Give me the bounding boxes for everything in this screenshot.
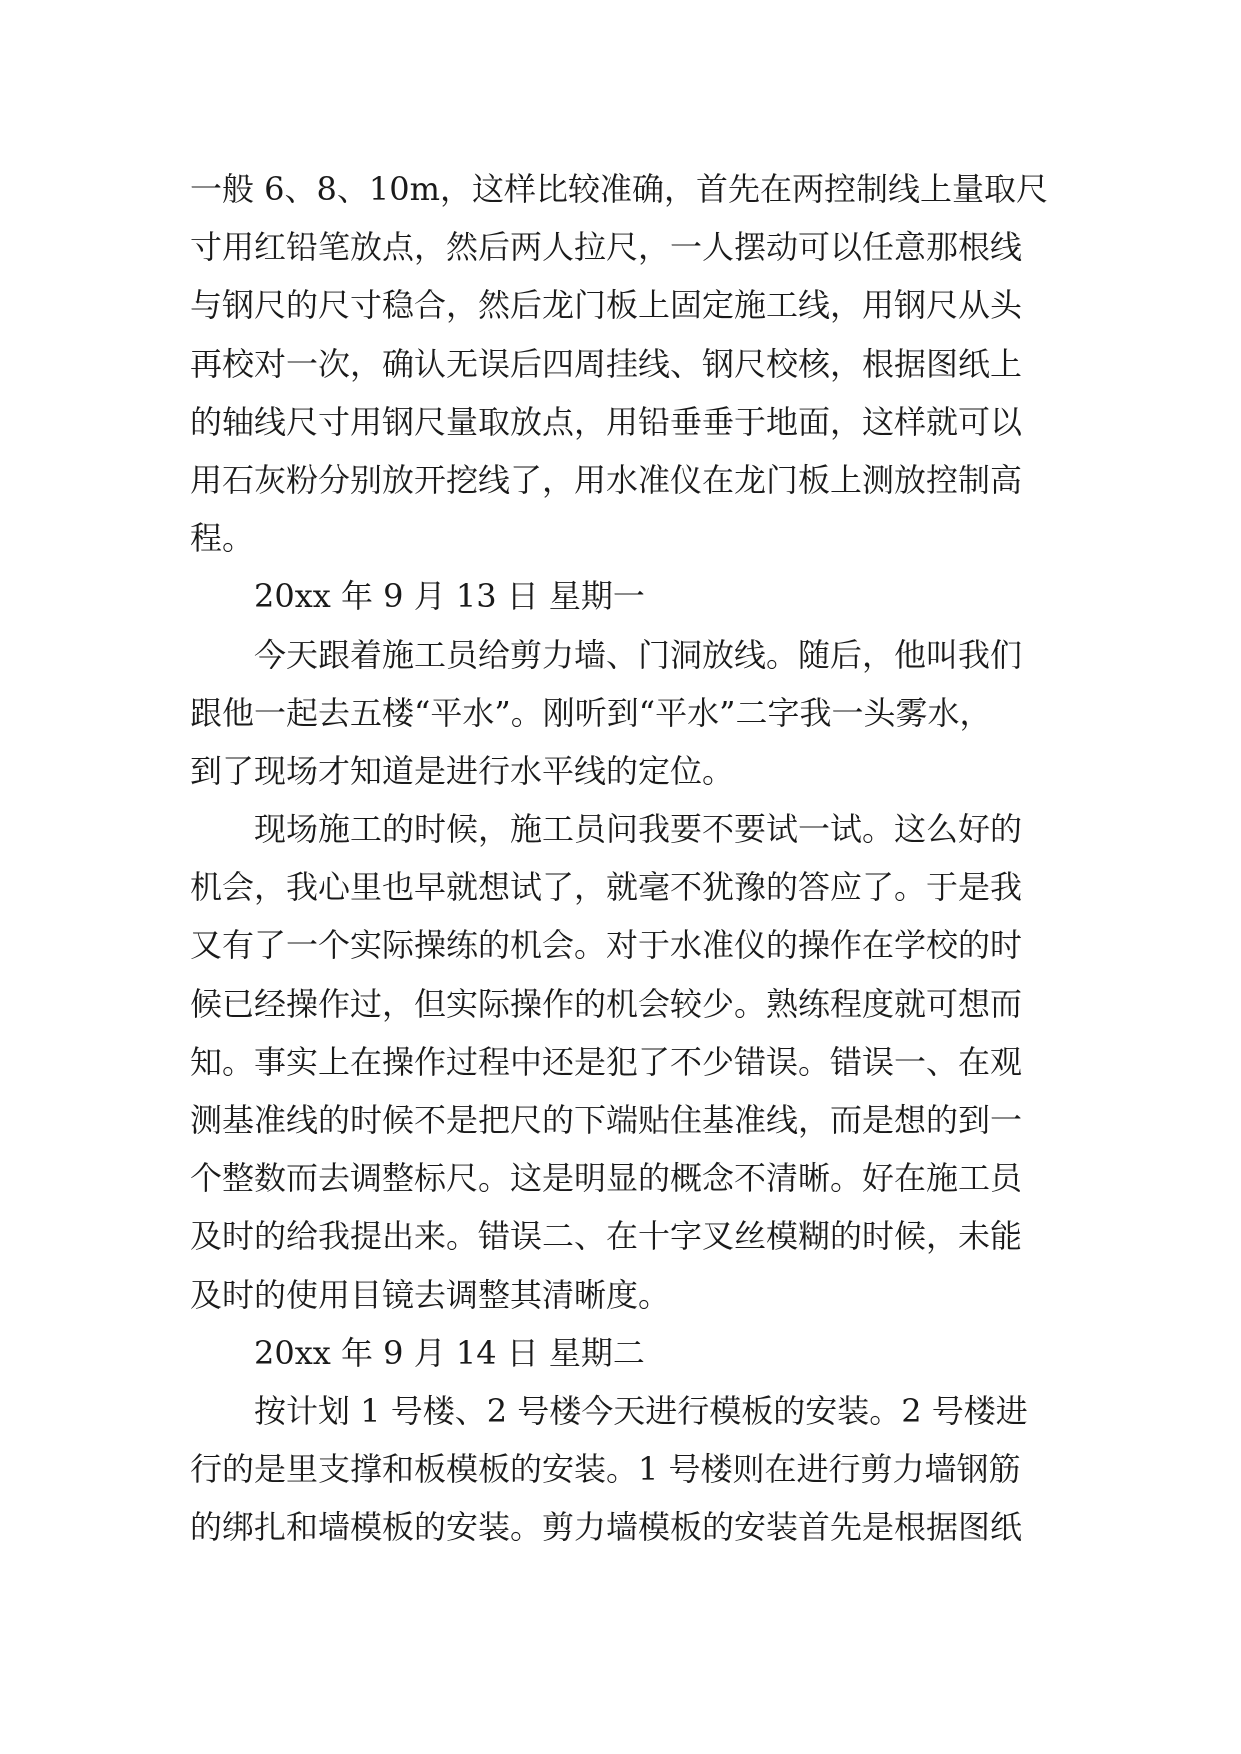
text-line: 测基准线的时候不是把尺的下端贴住基准线，而是想的到一	[190, 1101, 1023, 1139]
text-line: 个整数而去调整标尺。这是明显的概念不清晰。好在施工员	[190, 1159, 1023, 1198]
text-line: 的绑扎和墙模板的安装。剪力墙模板的安装首先是根据图纸	[190, 1508, 1023, 1547]
paragraph-start-line: 今天跟着施工员给剪力墙、门洞放线。随后，他叫我们	[254, 635, 1023, 674]
text-line: 再校对一次，确认无误后四周挂线、钢尺校核，根据图纸上	[190, 344, 1023, 383]
text-line: 用石灰粉分别放开挖线了，用水准仪在龙门板上测放控制高	[190, 460, 1023, 499]
text-line: 及时的使用目镜去调整其清晰度。	[190, 1275, 671, 1314]
text-line: 知。事实上在操作过程中还是犯了不少错误。错误一、在观	[190, 1042, 1023, 1081]
text-line: 及时的给我提出来。错误二、在十字叉丝模糊的时候，未能	[190, 1217, 1023, 1256]
text-line: 与钢尺的尺寸稳合，然后龙门板上固定施工线，用钢尺从头	[190, 286, 1023, 325]
text-line: 到了现场才知道是进行水平线的定位。	[190, 751, 735, 790]
text-line: 的轴线尺寸用钢尺量取放点，用铅垂垂于地面，这样就可以	[190, 402, 1023, 441]
date-heading: 20xx 年 9 月 13 日 星期一	[254, 577, 645, 616]
text-line: 又有了一个实际操练的机会。对于水准仪的操作在学校的时	[190, 926, 1023, 965]
text-line: 程。	[190, 519, 255, 558]
text-line: 行的是里支撑和板模板的安装。1 号楼则在进行剪力墙钢筋	[190, 1450, 1021, 1489]
document-body	[190, 160, 1060, 1557]
text-line: 寸用红铅笔放点，然后两人拉尺，一人摆动可以任意那根线	[190, 228, 1023, 267]
text-line: 机会，我心里也早就想试了，就毫不犹豫的答应了。于是我	[190, 868, 1023, 907]
paragraph-start-line: 现场施工的时候，施工员问我要不要试一试。这么好的	[254, 810, 1023, 849]
text-line: 跟他一起去五楼“平水”。刚听到“平水”二字我一头雾水，	[190, 693, 992, 732]
paragraph-start-line: 按计划 1 号楼、2 号楼今天进行模板的安装。2 号楼进	[254, 1391, 1028, 1430]
date-heading: 20xx 年 9 月 14 日 星期二	[254, 1333, 645, 1372]
text-line: 候已经操作过，但实际操作的机会较少。熟练程度就可想而	[190, 984, 1023, 1023]
text-line: 一般 6、8、10m，这样比较准确，首先在两控制线上量取尺	[190, 170, 1048, 208]
